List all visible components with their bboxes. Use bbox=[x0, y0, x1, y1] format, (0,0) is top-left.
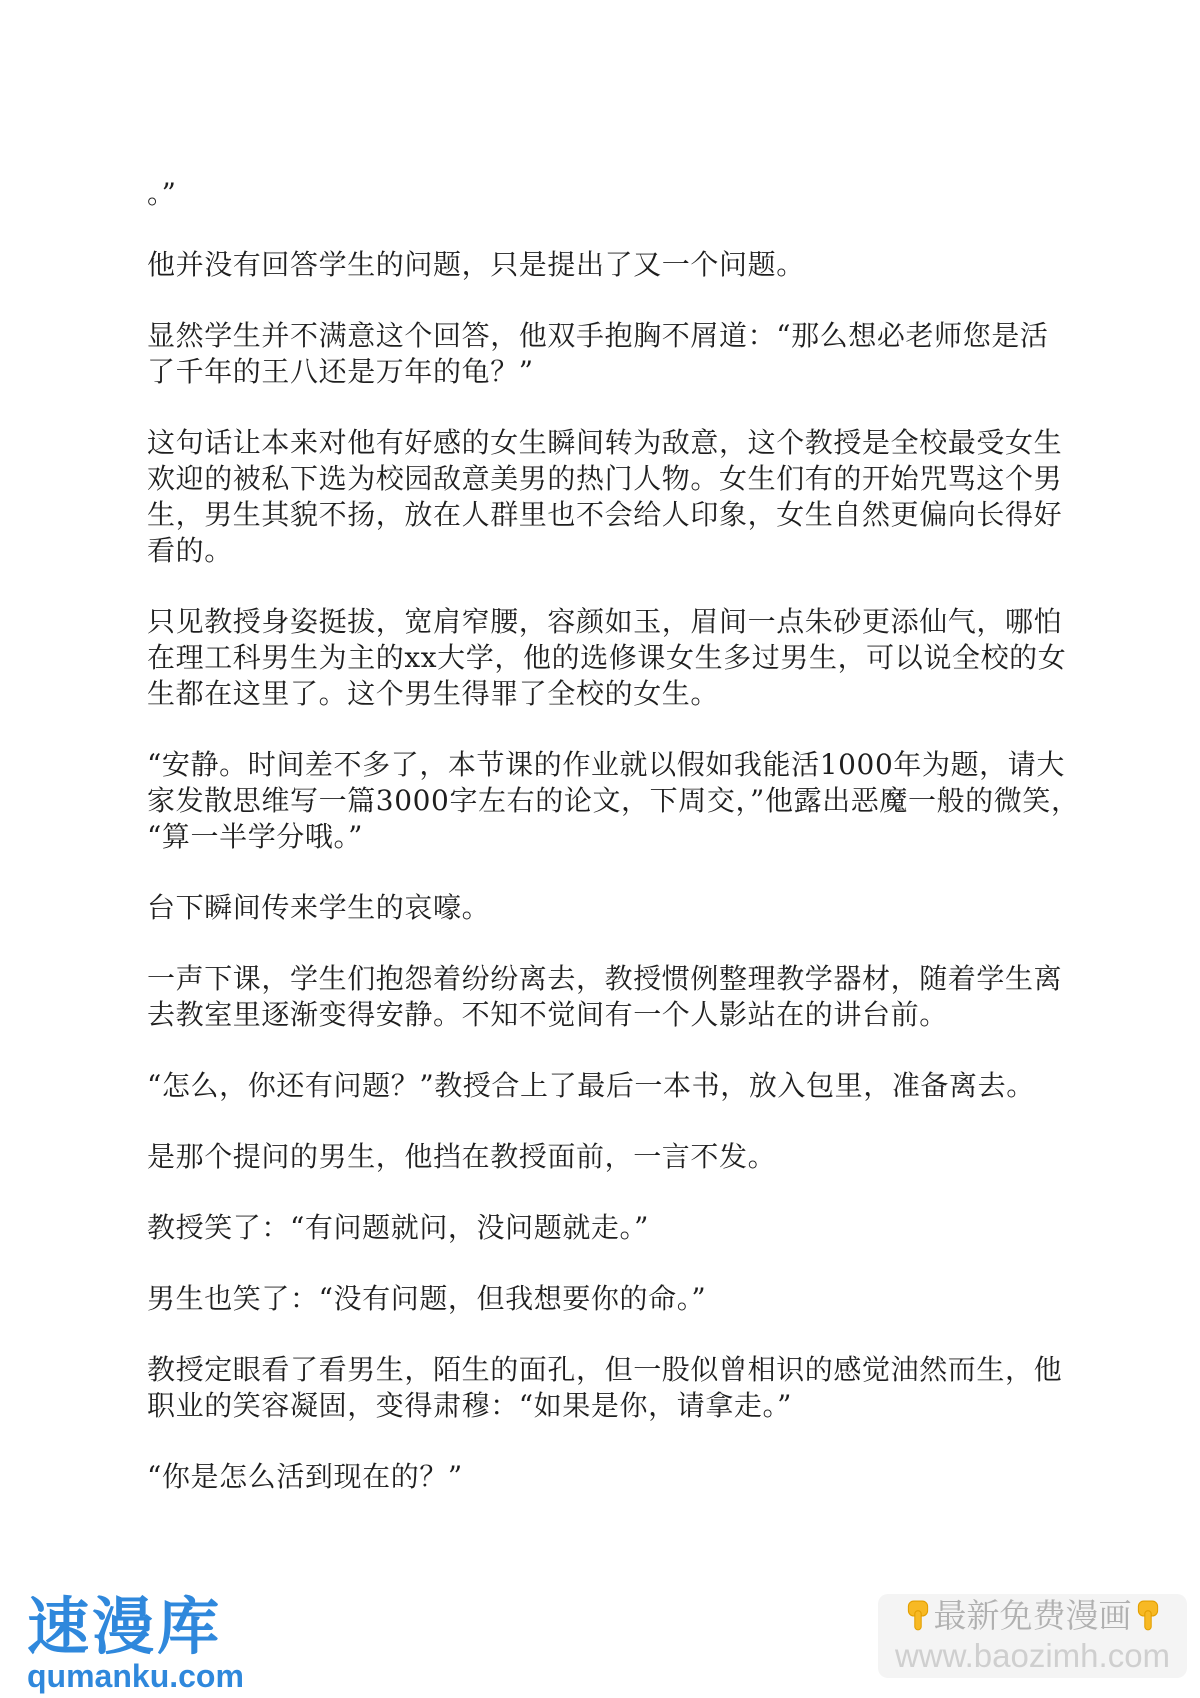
site-logo-watermark bbox=[27, 1590, 267, 1694]
paragraph-3-line-2: 了千年的王八还是万年的龟？” bbox=[147, 355, 534, 388]
site-logo-url: qumanku.com bbox=[27, 1658, 244, 1694]
paragraph-10-line-1: 是那个提问的男生，他挡在教授面前，一言不发。 bbox=[147, 1140, 777, 1173]
paragraph bbox=[147, 890, 1107, 926]
promo-url: www.baozimh.com bbox=[894, 1637, 1171, 1674]
paragraph bbox=[147, 747, 1107, 855]
paragraph-6-line-2: 家发散思维写一篇3000字左右的论文，下周交，”他露出恶魔一般的微笑， bbox=[147, 784, 1080, 817]
pointing-down-hand-icon bbox=[904, 1600, 932, 1632]
paragraph-13-line-1: 教授定眼看了看男生，陌生的面孔，但一股似曾相识的感觉油然而生，他 bbox=[147, 1353, 1063, 1386]
paragraph-12-line-1: 男生也笑了：“没有问题，但我想要你的命。” bbox=[147, 1282, 707, 1315]
paragraph-8-line-2: 去教室里逐渐变得安静。不知不觉间有一个人影站在的讲台前。 bbox=[147, 998, 948, 1031]
paragraph-3-line-1: 显然学生并不满意这个回答，他双手抱胸不屑道：“那么想必老师您是活 bbox=[147, 319, 1049, 352]
paragraph-13-line-2: 职业的笑容凝固，变得肃穆：“如果是你，请拿走。” bbox=[147, 1389, 793, 1422]
paragraph-4-line-2: 欢迎的被私下选为校园敌意美男的热门人物。女生们有的开始咒骂这个男 bbox=[147, 462, 1063, 495]
novel-text bbox=[147, 176, 1107, 1530]
paragraph bbox=[147, 1068, 1107, 1104]
promo-watermark bbox=[878, 1594, 1187, 1678]
paragraph-6-line-1: “安静。时间差不多了，本节课的作业就以假如我能活1000年为题，请大 bbox=[147, 748, 1065, 781]
pointing-down-hand-icon bbox=[1134, 1600, 1162, 1632]
paragraph bbox=[147, 247, 1107, 283]
paragraph-1-line-1: 。” bbox=[147, 177, 177, 210]
paragraph bbox=[147, 1210, 1107, 1246]
paragraph bbox=[147, 1139, 1107, 1175]
paragraph bbox=[147, 425, 1107, 569]
paragraph bbox=[147, 961, 1107, 1033]
paragraph bbox=[147, 1459, 1107, 1495]
paragraph bbox=[147, 1281, 1107, 1317]
paragraph-5-line-1: 只见教授身姿挺拔，宽肩窄腰，容颜如玉，眉间一点朱砂更添仙气，哪怕 bbox=[147, 605, 1063, 638]
paragraph-14-line-1: “你是怎么活到现在的？” bbox=[147, 1460, 463, 1493]
promo-label: 最新免费漫画 bbox=[933, 1596, 1132, 1635]
paragraph-9-line-1: “怎么，你还有问题？”教授合上了最后一本书，放入包里，准备离去。 bbox=[147, 1069, 1035, 1102]
paragraph-5-line-2: 在理工科男生为主的xx大学，他的选修课女生多过男生，可以说全校的女 bbox=[147, 641, 1067, 674]
paragraph bbox=[147, 318, 1107, 390]
paragraph bbox=[147, 1352, 1107, 1424]
paragraph-4-line-3: 生，男生其貌不扬，放在人群里也不会给人印象，女生自然更偏向长得好 bbox=[147, 498, 1063, 531]
promo-label-row bbox=[878, 1594, 1187, 1638]
paragraph-4-line-1: 这句话让本来对他有好感的女生瞬间转为敌意，这个教授是全校最受女生 bbox=[147, 426, 1063, 459]
paragraph-11-line-1: 教授笑了：“有问题就问，没问题就走。” bbox=[147, 1211, 650, 1244]
paragraph bbox=[147, 604, 1107, 712]
paragraph-5-line-3: 生都在这里了。这个男生得罪了全校的女生。 bbox=[147, 677, 720, 710]
paragraph-6-line-3: “算一半学分哦。” bbox=[147, 820, 364, 853]
paragraph bbox=[147, 176, 1107, 212]
paragraph-7-line-1: 台下瞬间传来学生的哀嚎。 bbox=[147, 891, 491, 924]
site-logo-name: 速漫库 bbox=[27, 1590, 223, 1663]
paragraph-2-line-1: 他并没有回答学生的问题，只是提出了又一个问题。 bbox=[147, 248, 805, 281]
paragraph-8-line-1: 一声下课，学生们抱怨着纷纷离去，教授惯例整理教学器材，随着学生离 bbox=[147, 962, 1063, 995]
paragraph-4-line-4: 看的。 bbox=[147, 534, 233, 567]
